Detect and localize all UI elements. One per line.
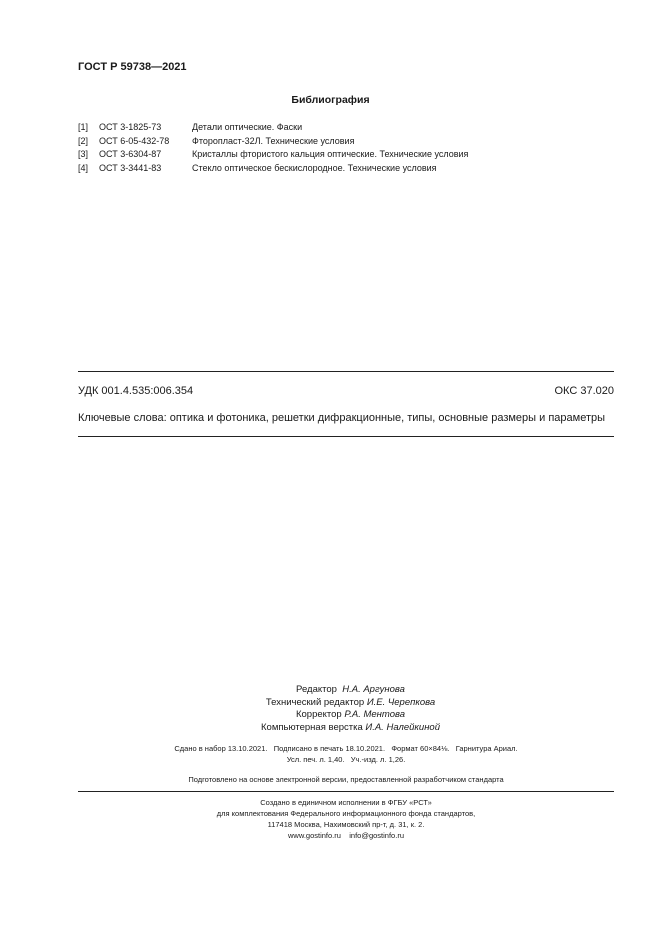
bibliography-title: Библиография <box>291 94 370 106</box>
bibliography-item-description: Фторопласт-32Л. Технические условия <box>192 135 355 146</box>
oks-code: ОКС 37.020 <box>554 385 614 397</box>
divider-footer <box>78 791 614 792</box>
editor-name: И.Е. Черепкова <box>366 696 436 708</box>
divider-keywords <box>78 436 614 437</box>
bibliography-item-number: [4] <box>78 163 89 174</box>
bibliography-item-description: Кристаллы фтористого кальция оптические. Технические условия <box>192 149 469 160</box>
footer-line: www.gostinfo.ru info@gostinfo.ru <box>287 831 404 840</box>
editor-name: И.А. Налейкиной <box>365 721 440 733</box>
bibliography-list <box>78 121 618 176</box>
prepared-note: Подготовлено на основе электронной версии, предоставленной разработчиком стандарта <box>188 775 504 784</box>
editor-line <box>240 722 461 735</box>
printing-line: Усл. печ. л. 1,40. Уч.-изд. л. 1,26. <box>286 755 406 764</box>
bibliography-item-code: ОСТ 3-1825-73 <box>99 122 162 132</box>
udk-code: УДК 001.4.535:006.354 <box>78 385 194 397</box>
bibliography-item <box>78 148 618 162</box>
bibliography-item-description: Детали оптические. Фаски <box>192 122 303 132</box>
editor-name: Н.А. Аргунова <box>342 684 405 695</box>
editor-role: Компьютерная верстка <box>261 721 363 733</box>
editor-role: Корректор <box>295 709 342 720</box>
keywords: Ключевые слова: оптика и фотоника, решетки дифракционные, типы, основные размеры и параметры <box>78 412 606 424</box>
footer-line: 117418 Москва, Нахимовский пр-т, д. 31, к. 2. <box>267 820 425 829</box>
bibliography-item <box>78 135 618 149</box>
bibliography-item-number: [2] <box>78 135 89 146</box>
bibliography-item <box>78 162 618 176</box>
editor-line <box>240 709 461 722</box>
bibliography-item-description: Стекло оптическое бескислородное. Технические условия <box>192 163 437 174</box>
footer-line: для комплектования Федерального информационного фонда стандартов, <box>216 809 476 818</box>
printing-info <box>78 743 614 765</box>
editors-block <box>240 684 461 734</box>
editor-role: Редактор <box>296 684 337 695</box>
bibliography-item-code: ОСТ 6-05-432-78 <box>99 135 170 146</box>
bibliography-item-code: ОСТ 3-6304-87 <box>99 149 162 160</box>
publisher-footer <box>78 797 614 841</box>
editor-role: Технический редактор <box>265 696 365 708</box>
bibliography-item <box>78 121 618 135</box>
printing-line: Сдано в набор 13.10.2021. Подписано в печать 18.10.2021. Формат 60×84⅛. Гарнитура Ариал. <box>174 744 518 753</box>
bibliography-item-code: ОСТ 3-3441-83 <box>99 163 162 174</box>
bibliography-item-number: [3] <box>78 149 89 160</box>
editor-name: Р.А. Ментова <box>344 709 406 720</box>
bibliography-item-number: [1] <box>78 122 89 132</box>
divider-top <box>78 371 614 372</box>
standard-number: ГОСТ Р 59738—2021 <box>78 61 187 73</box>
editor-line <box>240 697 461 710</box>
editor-line <box>240 684 461 697</box>
footer-line: Создано в единичном исполнении в ФГБУ «РСТ» <box>260 798 432 807</box>
